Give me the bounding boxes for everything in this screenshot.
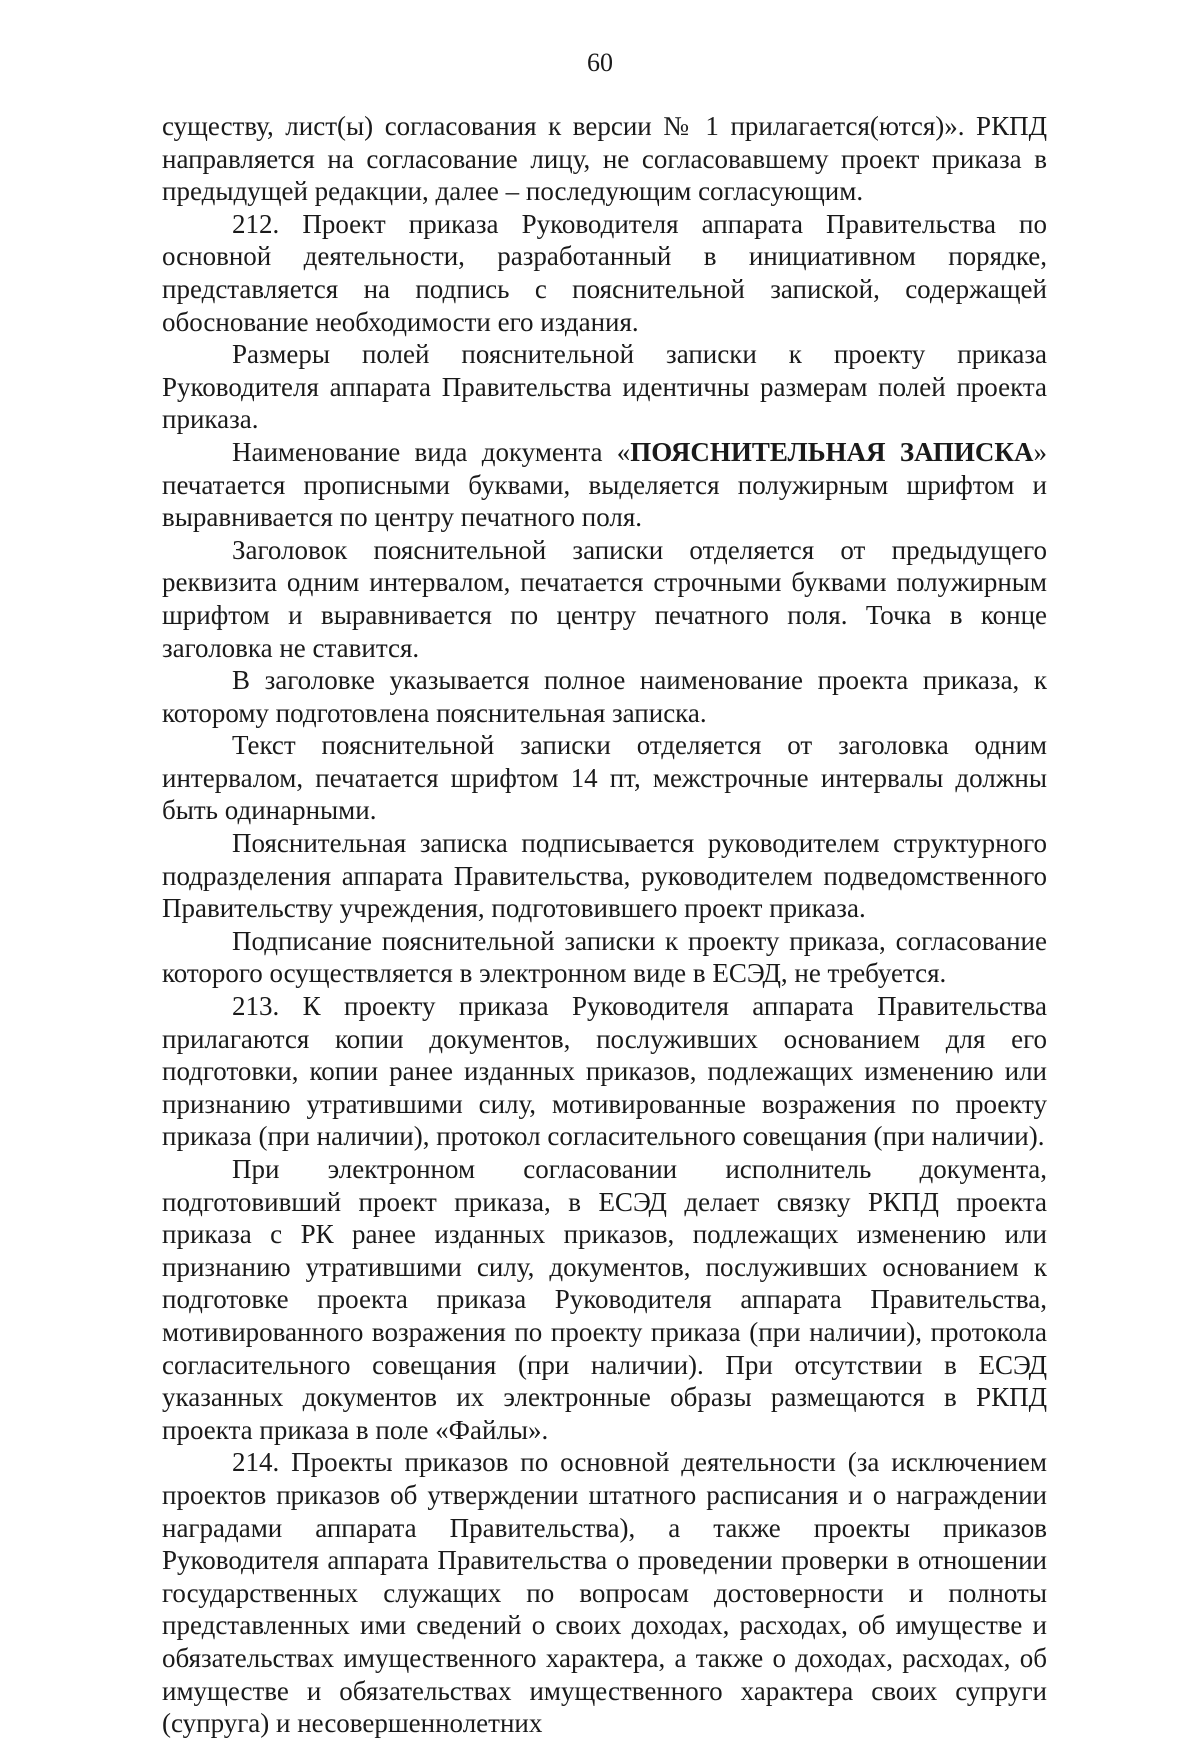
paragraph-continuation: существу, лист(ы) согласования к версии № 1 прилагается(ются)». РКПД направляется на согласование лицу, не согласовавшему проект приказа в предыдущей редакции, далее – последующим согласующим. xyxy=(162,111,1047,207)
paragraph-signing: Пояснительная записка подписывается руководителем структурного подразделения аппарата Правительства, руководителем подведомственного Правительству учреждения, подготовившего проект приказа. xyxy=(162,828,1047,924)
paragraph-text-rules: Текст пояснительной записки отделяется от заголовка одним интервалом, печатается шрифтом 14 пт, межстрочные интервалы должны быть одинарными. xyxy=(162,730,1047,826)
paragraph-electronic-signing: Подписание пояснительной записки к проекту приказа, согласование которого осуществляется в электронном виде в ЕСЭД, не требуется. xyxy=(162,925,1047,989)
page-number: 60 xyxy=(587,48,613,77)
paragraph-document-type-name xyxy=(162,436,1047,534)
paragraph-text-after: » печатается прописными буквами, выделяется полужирным шрифтом и выравнивается по центру печатного поля. xyxy=(162,436,1047,533)
paragraph-heading-rules: Заголовок пояснительной записки отделяется от предыдущего реквизита одним интервалом, печатается строчными буквами полужирным шрифтом и выравнивается по центру печатного поля. Точка в конце заголовка не ставится. xyxy=(162,534,1047,663)
paragraph-text-before: Наименование вида документа « xyxy=(232,436,631,467)
paragraph-heading-content: В заголовке указывается полное наименование проекта приказа, к которому подготовлена пояснительная записка. xyxy=(162,665,1047,728)
bold-document-type: ПОЯСНИТЕЛЬНАЯ ЗАПИСКА xyxy=(630,436,1034,467)
paragraph-margins: Размеры полей пояснительной записки к проекту приказа Руководителя аппарата Правительства идентичны размерам полей проекта приказа. xyxy=(162,339,1047,435)
paragraph-212: 212. Проект приказа Руководителя аппарата Правительства по основной деятельности, разработанный в инициативном порядке, представляется на подпись с пояснительной запиской, содержащей обоснование необходимости его издания. xyxy=(162,208,1047,337)
paragraph-electronic-approval: При электронном согласовании исполнитель документа, подготовивший проект приказа, в ЕСЭД делает связку РКПД проекта приказа с РК ранее изданных приказов, подлежащих изменению или признанию утратившими силу, документов, послуживших основанием к подготовке проекта приказа Руководителя аппарата Правительства, мотивированного возражения по проекту приказа (при наличии), протокола согласительного совещания (при наличии). При отсутствии в ЕСЭД указанных документов их электронные образы размещаются в РКПД проекта приказа в поле «Файлы». xyxy=(162,1154,1047,1445)
paragraph-214: 214. Проекты приказов по основной деятельности (за исключением проектов приказов об утверждении штатного расписания и о награждении наградами аппарата Правительства), а также проекты приказов Руководителя аппарата Правительства о проведении проверки в отношении государственных служащих по вопросам достоверности и полноты представленных ими сведений о своих доходах, расходах, об имуществе и обязательствах имущественного характера, а также о доходах, расходах, об имуществе и обязательствах имущественного характера своих супруги (супруга) и несовершеннолетних xyxy=(162,1447,1047,1739)
document-body xyxy=(162,110,1047,1740)
paragraph-213: 213. К проекту приказа Руководителя аппарата Правительства прилагаются копии документов, послуживших основанием для его подготовки, копии ранее изданных приказов, подлежащих изменению или признанию утратившими силу, мотивированные возражения по проекту приказа (при наличии), протокол согласительного совещания (при наличии). xyxy=(162,991,1047,1152)
